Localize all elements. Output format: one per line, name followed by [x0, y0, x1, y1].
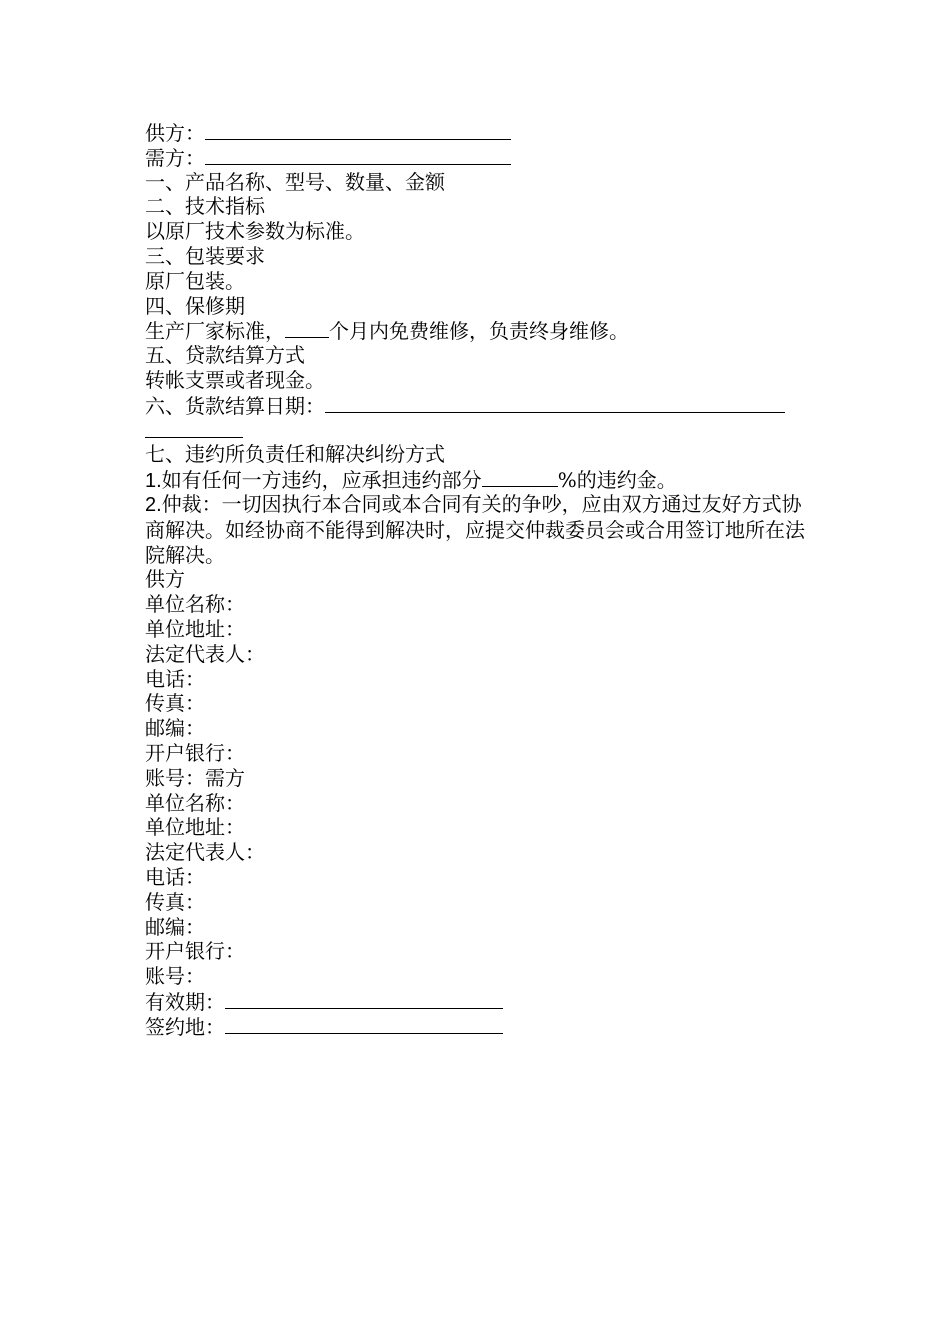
- section-5-body: 转帐支票或者现金。: [145, 367, 325, 392]
- buyer-unit-name: 单位名称：: [145, 790, 245, 815]
- buyer-line: [145, 145, 810, 170]
- validity-label: 有效期：: [145, 989, 225, 1014]
- buyer-bank: 开户银行：: [145, 939, 245, 964]
- item-2-number: 2.: [145, 493, 162, 516]
- supplier-bank: 开户银行：: [145, 740, 245, 765]
- section-1-title: 一、产品名称、型号、数量、金额: [145, 169, 445, 194]
- supplier-legal-rep: 法定代表人：: [145, 641, 265, 666]
- buyer-blank[interactable]: [205, 145, 511, 165]
- supplier-postcode: 邮编：: [145, 716, 205, 741]
- penalty-percent-blank[interactable]: [482, 467, 558, 487]
- item-1-number: 1.: [145, 470, 162, 493]
- warranty-text-pre: 生产厂家标准，: [145, 319, 285, 344]
- section-2-body: 以原厂技术参数为标准。: [145, 219, 365, 244]
- section-7-item-2: [145, 492, 810, 567]
- section-4-body: [145, 318, 810, 343]
- section-6-line-continued: [145, 418, 810, 443]
- signing-place-label: 签约地：: [145, 1014, 225, 1039]
- buyer-account: 账号：: [145, 964, 205, 989]
- section-7-title: 七、违约所负责任和解决纠纷方式: [145, 442, 445, 467]
- supplier-line: [145, 120, 810, 145]
- buyer-label: 需方：: [145, 145, 205, 170]
- validity-blank[interactable]: [225, 989, 503, 1009]
- supplier-block-title: 供方: [145, 567, 185, 592]
- buyer-phone: 电话：: [145, 864, 205, 889]
- section-3-body: 原厂包装。: [145, 268, 245, 293]
- payment-date-label: 六、货款结算日期：: [145, 393, 325, 418]
- warranty-months-blank[interactable]: [285, 318, 329, 338]
- item-1-text-post: %的违约金。: [557, 468, 677, 493]
- item-2-text: 仲裁：一切因执行本合同或本合同有关的争吵，应由双方通过友好方式协商解决。如经协商不能得到解决时，应提交仲裁委员会或合用签订地所在法院解决。: [145, 491, 805, 567]
- section-5-title: 五、贷款结算方式: [145, 343, 305, 368]
- payment-date-blank-continued[interactable]: [145, 418, 243, 438]
- buyer-postcode: 邮编：: [145, 914, 205, 939]
- section-2-title: 二、技术指标: [145, 194, 265, 219]
- supplier-blank[interactable]: [205, 120, 511, 140]
- section-6-line: [145, 393, 810, 418]
- section-7-item-1: [145, 467, 810, 492]
- supplier-fax: 传真：: [145, 691, 205, 716]
- validity-line: [145, 989, 810, 1014]
- section-4-title: 四、保修期: [145, 293, 245, 318]
- payment-date-blank[interactable]: [325, 393, 785, 413]
- section-3-title: 三、包装要求: [145, 243, 265, 268]
- supplier-unit-address: 单位地址：: [145, 616, 245, 641]
- warranty-text-post: 个月内免费维修，负责终身维修。: [329, 319, 629, 344]
- buyer-fax: 传真：: [145, 889, 205, 914]
- supplier-account-buyer-title: 账号：需方: [145, 765, 245, 790]
- supplier-label: 供方：: [145, 121, 205, 145]
- buyer-legal-rep: 法定代表人：: [145, 840, 265, 865]
- supplier-phone: 电话：: [145, 666, 205, 691]
- signing-place-line: [145, 1014, 810, 1039]
- contract-document: [145, 120, 810, 1038]
- supplier-unit-name: 单位名称：: [145, 592, 245, 617]
- buyer-unit-address: 单位地址：: [145, 815, 245, 840]
- item-1-text-pre: 如有任何一方违约，应承担违约部分: [161, 468, 482, 493]
- signing-place-blank[interactable]: [225, 1014, 503, 1034]
